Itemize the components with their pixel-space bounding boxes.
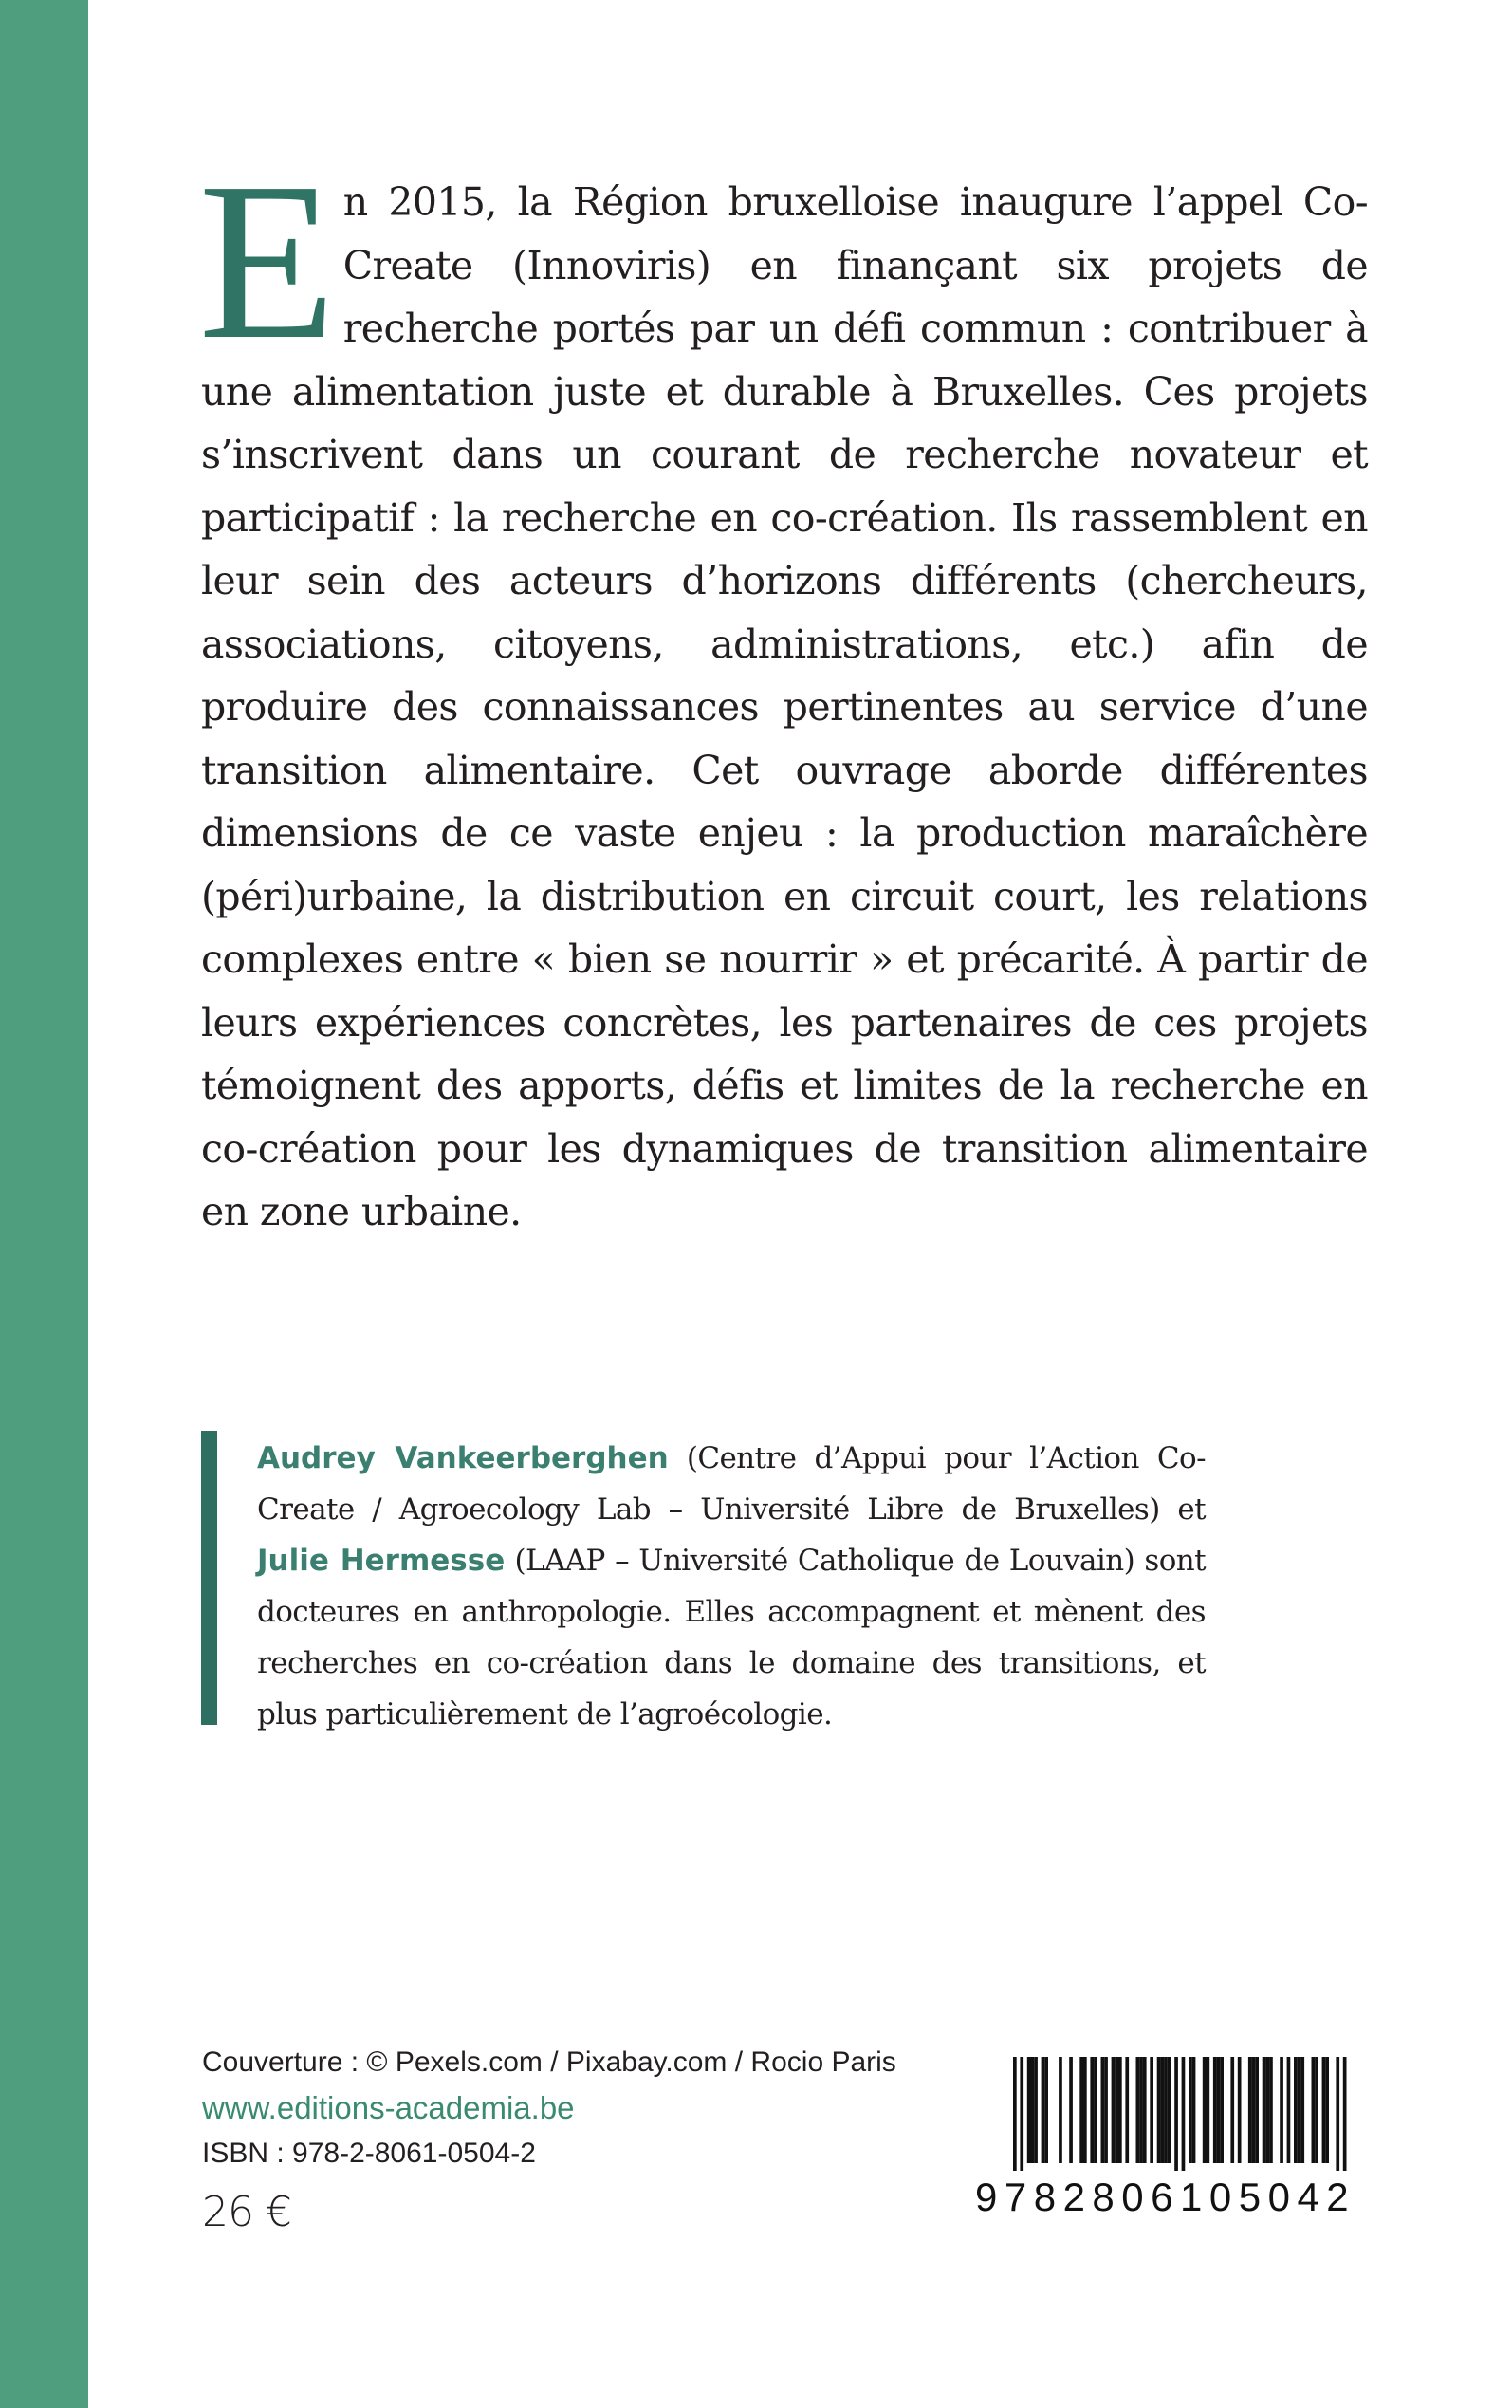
barcode-bar: [1182, 2057, 1186, 2171]
barcode-bar: [1298, 2057, 1301, 2163]
price: 26 €: [202, 2188, 291, 2236]
barcode-bar: [1136, 2057, 1140, 2163]
barcode-bar: [1150, 2057, 1153, 2163]
barcode-bar: [1174, 2057, 1178, 2171]
author-bio: [257, 1433, 1206, 1740]
barcode-bar: [1217, 2057, 1221, 2163]
author-bio-accent-bar: [201, 1431, 217, 1725]
barcode-bar: [1168, 2057, 1171, 2163]
barcode-bar: [1160, 2057, 1164, 2163]
barcode-bar: [1315, 2057, 1318, 2163]
barcode-bar: [1013, 2057, 1017, 2171]
barcode-bar: [1312, 2057, 1316, 2163]
barcode-bar: [1325, 2057, 1329, 2163]
barcode-bar: [1143, 2057, 1147, 2163]
barcode-bar: [1269, 2057, 1273, 2163]
author-name-2: Julie Hermesse: [257, 1544, 506, 1578]
barcode-bar: [1094, 2057, 1097, 2163]
barcode-bar: [1238, 2057, 1242, 2163]
barcode-bar: [1189, 2057, 1192, 2163]
barcode-bar: [1248, 2057, 1252, 2163]
barcode-bar: [1034, 2057, 1038, 2163]
barcode-bar: [1294, 2057, 1298, 2163]
barcode-bar: [1104, 2057, 1108, 2163]
barcode-bars: [975, 2057, 1368, 2171]
barcode-bar: [1207, 2057, 1210, 2163]
barcode-bar: [1044, 2057, 1048, 2163]
barcode-bar: [1343, 2057, 1347, 2171]
author-affiliation-1: (Centre d’Appui pour l’Action Co-Create / Agroecology Lab – Université Libre de Bruxelles) et: [257, 1441, 1206, 1527]
barcode-bar: [1031, 2057, 1035, 2163]
barcode-bar: [1255, 2057, 1259, 2163]
blurb-text: n 2015, la Région bruxelloise inaugure l’appel Co-Create (Innoviris) en finançant six projets de recherche portés par un défi commun : contribuer à une alimentation juste et durable à Bruxelles. Ces projets s’inscrivent dans un courant de recherche novateur et participatif : la recherche en co-création. Ils rassemblent en leur sein des acteurs d’horizons différents (chercheurs, associations, citoyens, administrations, etc.) afin de produire des connaissances pertinentes au service d’une transition alimentaire. Cet ouvrage aborde différentes dimensions de ce vaste enjeu : la production maraîchère (péri)urbaine, la distribution en circuit court, les relations complexes entre « bien se nourrir » et précarité. À partir de leurs expériences concrètes, les partenaires de ces projets témoignent des apports, défis et limites de la recherche en co-création pour les dynamiques de transition alimentaire en zone urbaine.: [201, 179, 1368, 1234]
barcode-bar: [1042, 2057, 1045, 2163]
barcode-bar: [1069, 2057, 1073, 2163]
barcode-bar: [1079, 2057, 1083, 2163]
barcode-bar: [1336, 2057, 1339, 2171]
barcode-bar: [1263, 2057, 1266, 2163]
barcode-digits: 9782806105042: [975, 2175, 1356, 2219]
barcode-bar: [1115, 2057, 1118, 2163]
barcode-bar: [1157, 2057, 1161, 2163]
barcode-bar: [1139, 2057, 1143, 2163]
barcode-bar: [1213, 2057, 1217, 2163]
barcode-bar: [1280, 2057, 1283, 2163]
barcode-bar: [1020, 2057, 1023, 2171]
barcode-bar: [1192, 2057, 1196, 2163]
barcode-bar: [1125, 2057, 1129, 2163]
spine-color-band: [0, 0, 88, 2408]
barcode-bar: [1265, 2057, 1269, 2163]
colophon: [202, 2040, 896, 2235]
barcode-bar: [1252, 2057, 1256, 2163]
author-affiliation-2: (LAAP – Université Catholique de Louvain) sont docteures en anthropologie. Elles accompagnent et mènent des recherches en co-création dans le domaine des transitions, et plus particulièrement de l’agroécologie.: [257, 1544, 1206, 1732]
barcode-bar: [1322, 2057, 1326, 2163]
cover-credit: Couverture : © Pexels.com / Pixabay.com / Rocio Paris: [202, 2047, 896, 2078]
barcode-bar: [1300, 2057, 1304, 2163]
barcode-bar: [1118, 2057, 1122, 2163]
publisher-website-link[interactable]: www.editions-academia.be: [202, 2090, 575, 2125]
isbn-barcode: [975, 2057, 1368, 2228]
barcode-bar: [1220, 2057, 1224, 2163]
barcode-bar: [1027, 2057, 1031, 2163]
barcode-bar: [1112, 2057, 1116, 2163]
author-name-1: Audrey Vankeerberghen: [257, 1441, 669, 1475]
barcode-bar: [1203, 2057, 1207, 2163]
barcode-bar: [1090, 2057, 1094, 2163]
barcode-bar: [1287, 2057, 1291, 2163]
barcode-bar: [1164, 2057, 1168, 2163]
barcode-bar: [1101, 2057, 1105, 2163]
barcode-bar: [1230, 2057, 1234, 2163]
isbn: ISBN : 978-2-8061-0504-2: [202, 2138, 536, 2169]
barcode-bar: [1083, 2057, 1087, 2163]
barcode-bar: [1059, 2057, 1062, 2163]
drop-cap: E: [198, 137, 336, 386]
back-cover-blurb: [198, 137, 1368, 1244]
